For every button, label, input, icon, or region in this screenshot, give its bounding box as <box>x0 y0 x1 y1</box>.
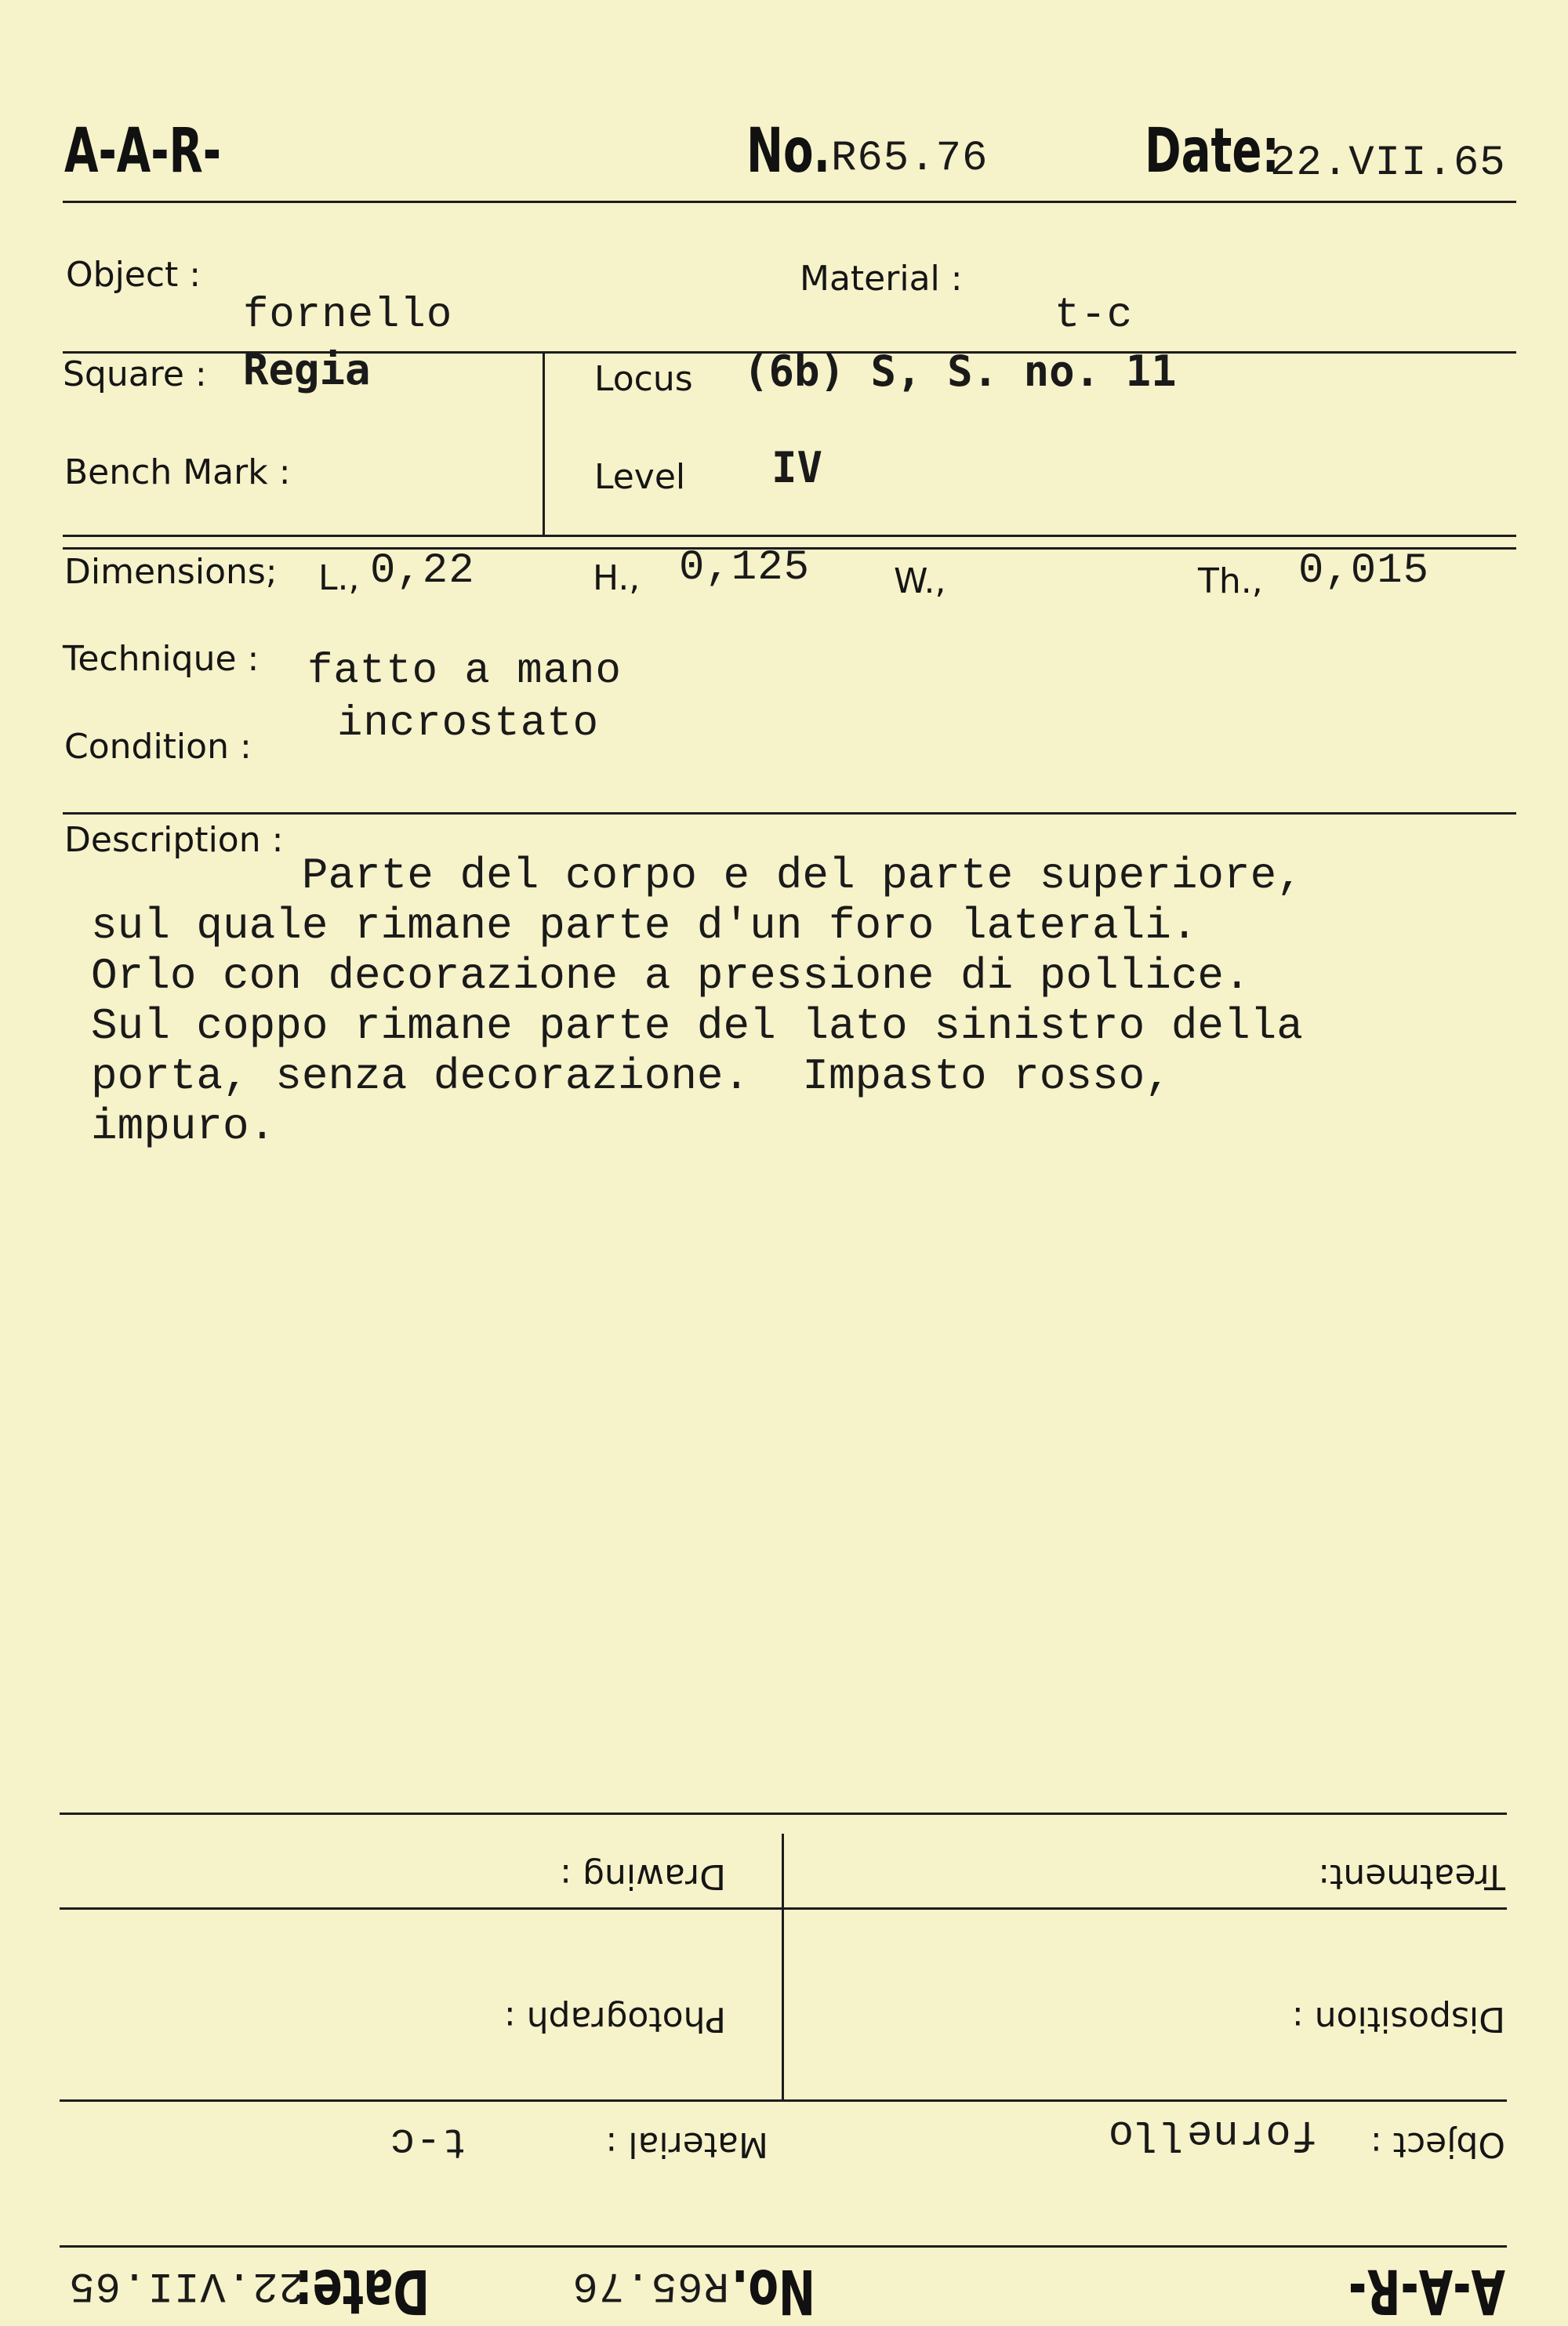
date-value: 22.VII.65 <box>1270 140 1506 187</box>
locus-value: (6b) S, S. no. 11 <box>743 347 1177 396</box>
flipped-material-value: t-c <box>388 2117 467 2165</box>
drawing-label: Drawing : <box>560 1856 726 1896</box>
thickness-value: 0,015 <box>1298 547 1430 595</box>
bench-divider <box>63 535 1516 537</box>
length-value: 0,22 <box>370 547 475 595</box>
height-label: H., <box>593 558 641 598</box>
flipped-date-label: Date: <box>295 2255 430 2326</box>
thickness-label: Th., <box>1198 561 1263 601</box>
locus-label: Locus <box>594 359 693 399</box>
description-line: Orlo con decorazione a pressione di pollice. <box>91 951 1250 1001</box>
level-label: Level <box>594 457 686 497</box>
upside-down-section <box>0 1693 1568 2326</box>
width-label: W., <box>894 561 946 601</box>
description-label: Description : <box>64 820 284 860</box>
condition-label: Condition : <box>64 727 252 767</box>
square-locus-separator <box>543 351 545 536</box>
bench-mark-label: Bench Mark : <box>64 452 291 492</box>
condition-value: incrostato <box>337 700 600 748</box>
number-value: R65.76 <box>831 135 989 183</box>
material-value: t-c <box>1054 292 1134 339</box>
description-divider <box>63 812 1516 815</box>
description-line: Sul coppo rimane parte del lato sinistro della <box>91 1001 1303 1051</box>
flipped-number-value: R65.76 <box>572 2261 729 2309</box>
flipped-number-label: No. <box>731 2255 815 2326</box>
date-label: Date: <box>1145 116 1279 187</box>
object-value: fornello <box>243 292 453 339</box>
technique-label: Technique : <box>63 639 260 679</box>
header-divider <box>63 201 1516 203</box>
square-value: Regia <box>243 345 371 394</box>
disposition-label: Disposition : <box>1291 1999 1505 2039</box>
height-value: 0,125 <box>679 544 811 592</box>
description-line: porta, senza decorazione. Impasto rosso, <box>91 1051 1171 1101</box>
flipped-separator <box>782 1834 784 2102</box>
flipped-header-rule <box>60 2245 1507 2248</box>
description-line: sul quale rimane parte d'un foro laterali. <box>91 901 1198 951</box>
square-label: Square : <box>63 354 207 394</box>
flipped-object-label: Object : <box>1370 2125 1505 2165</box>
flipped-org-code: A-A-R- <box>1348 2255 1505 2326</box>
object-label: Object : <box>66 255 201 295</box>
org-code: A-A-R- <box>64 116 222 187</box>
length-label: L., <box>318 558 360 598</box>
flipped-object-value: fornello <box>1107 2109 1317 2157</box>
treatment-label: Treatment: <box>1318 1856 1505 1896</box>
description-text <box>91 851 1549 1152</box>
flipped-date-value: 22.VII.65 <box>68 2261 304 2309</box>
technique-value: fatto a mano <box>307 648 622 695</box>
description-line: impuro. <box>91 1101 276 1152</box>
number-label: No. <box>746 116 830 187</box>
flipped-object-rule <box>60 2099 1507 2102</box>
level-value: IV <box>771 443 823 492</box>
flipped-material-label: Material : <box>605 2125 768 2165</box>
material-label: Material : <box>800 259 963 299</box>
photograph-label: Photograph : <box>503 1999 726 2039</box>
dimensions-label: Dimensions; <box>64 552 278 592</box>
description-line: Parte del corpo e del parte superiore, <box>91 851 1303 901</box>
flipped-top-rule <box>60 1813 1507 1815</box>
